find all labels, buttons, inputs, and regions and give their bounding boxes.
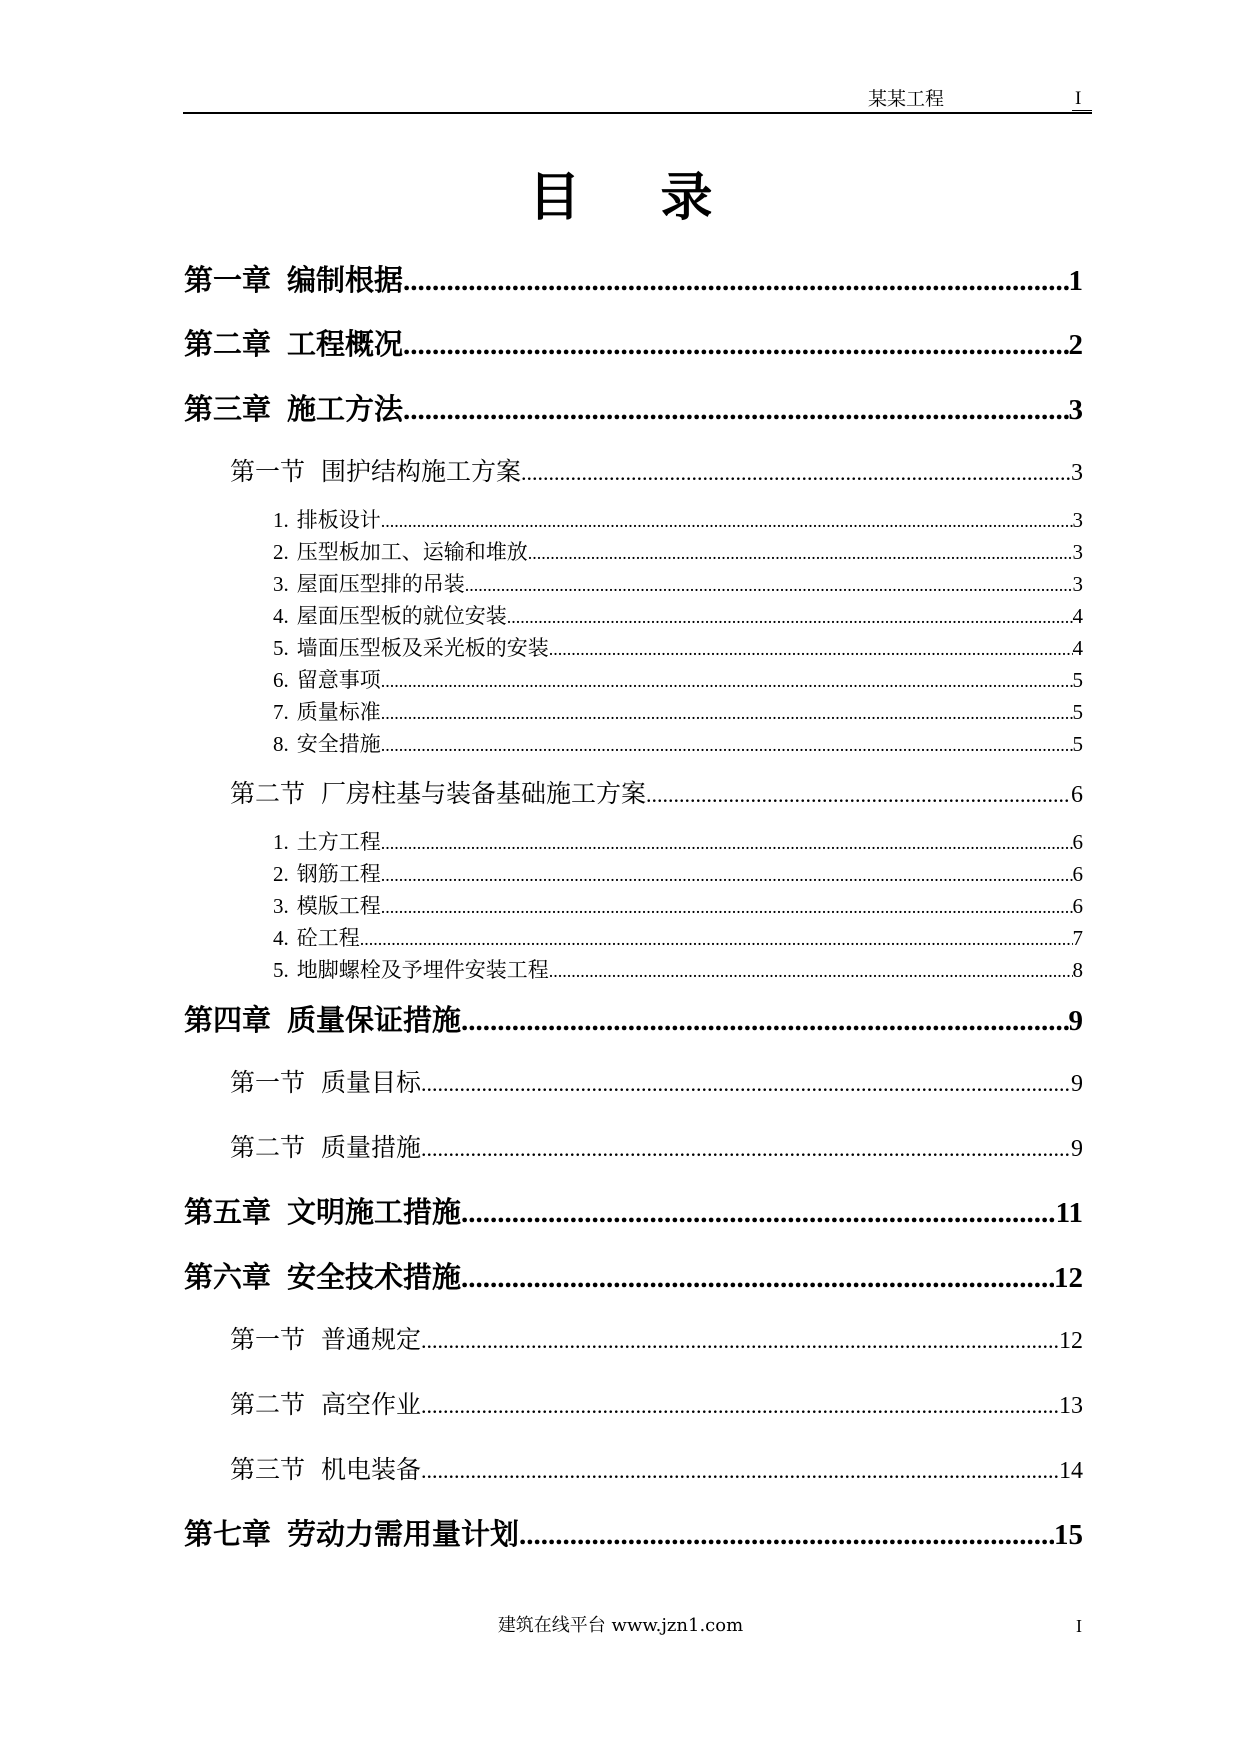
- toc-entry-label: [230, 1131, 421, 1165]
- toc-chapter-ch1[interactable]: [184, 260, 1083, 300]
- toc-entry-prefix: 第一节: [230, 1325, 306, 1354]
- toc-leader-dots: [521, 456, 1071, 489]
- toc-entry-label: [230, 1388, 421, 1422]
- toc-page-number: 4: [1072, 636, 1083, 660]
- toc-entry-prefix: 1.: [273, 508, 289, 532]
- footer-page-number: I: [1076, 1616, 1082, 1636]
- toc-entry-text: 屋面压型排的吊装: [296, 572, 465, 596]
- toc-entry-text: 土方工程: [296, 830, 381, 854]
- toc-entry-text: 质量保证措施: [287, 1003, 462, 1037]
- toc-entry-prefix: 第二节: [230, 1390, 306, 1419]
- toc-entry-label: [273, 892, 381, 920]
- toc-entry-label: [230, 1323, 421, 1357]
- toc-entry-label: [273, 602, 507, 630]
- toc-entry-label: [273, 828, 381, 856]
- toc-entry-text: 质量措施: [321, 1133, 422, 1162]
- toc-leader-dots: [403, 325, 1068, 364]
- toc-entry-label: [184, 260, 403, 300]
- toc-entry-text: 钢筋工程: [296, 862, 381, 886]
- toc-item-ch3s1i3[interactable]: [273, 570, 1083, 598]
- toc-entry-prefix: 第一节: [230, 457, 306, 486]
- toc-leader-dots: [549, 635, 1073, 662]
- toc-leader-dots: [381, 829, 1073, 856]
- toc-page-number: 6: [1072, 894, 1083, 918]
- toc-leader-dots: [507, 603, 1073, 630]
- toc-entry-text: 砼工程: [296, 926, 360, 950]
- toc-entry-prefix: 2.: [273, 862, 289, 886]
- toc-entry-text: 文明施工措施: [287, 1195, 462, 1229]
- toc-page-number: 6: [1072, 862, 1083, 886]
- toc-entry-prefix: 第一章: [184, 263, 272, 297]
- toc-leader-dots: [421, 1067, 1071, 1100]
- toc-entry-text: 厂房柱基与装备基础施工方案: [321, 779, 647, 808]
- toc-leader-dots: [360, 925, 1073, 952]
- toc-chapter-ch2[interactable]: [184, 324, 1083, 364]
- toc-entry-text: 安全技术措施: [287, 1260, 462, 1294]
- toc-entry-text: 质量目标: [321, 1068, 422, 1097]
- toc-entry-prefix: 1.: [273, 830, 289, 854]
- toc-page-number: 3: [1068, 394, 1083, 426]
- toc-item-ch3s1i1[interactable]: [273, 506, 1083, 534]
- toc-leader-dots: [519, 1515, 1054, 1554]
- toc-entry-prefix: 第三节: [230, 1455, 306, 1484]
- toc-leader-dots: [465, 571, 1073, 598]
- toc-entry-text: 压型板加工、运输和堆放: [296, 540, 528, 564]
- toc-entry-text: 机电装备: [321, 1455, 422, 1484]
- toc-item-ch3s2i4[interactable]: [273, 924, 1083, 952]
- toc-chapter-ch4[interactable]: [184, 1000, 1083, 1040]
- toc-page-number: 3: [1072, 572, 1083, 596]
- toc-leader-dots: [421, 1454, 1059, 1487]
- toc-item-ch3s1i6[interactable]: [273, 666, 1083, 694]
- toc-section-ch6s2[interactable]: [230, 1388, 1083, 1422]
- toc-item-ch3s1i4[interactable]: [273, 602, 1083, 630]
- toc-title: 目录: [528, 168, 793, 228]
- toc-item-ch3s2i2[interactable]: [273, 860, 1083, 888]
- toc-entry-text: 围护结构施工方案: [321, 457, 522, 486]
- toc-page-number: 6: [1071, 782, 1083, 808]
- toc-item-ch3s1i7[interactable]: [273, 698, 1083, 726]
- toc-leader-dots: [381, 893, 1073, 920]
- toc-entry-label: [184, 389, 403, 429]
- toc-page-number: 15: [1054, 1519, 1083, 1551]
- toc-entry-label: [273, 634, 549, 662]
- toc-entry-text: 排板设计: [296, 508, 381, 532]
- toc-entry-label: [184, 1000, 461, 1040]
- toc-entry-prefix: 第三章: [184, 392, 272, 426]
- toc-page-number: 7: [1072, 926, 1083, 950]
- toc-page-number: 4: [1072, 604, 1083, 628]
- toc-page-number: 9: [1068, 1005, 1083, 1037]
- toc-entry-label: [273, 666, 381, 694]
- toc-leader-dots: [421, 1132, 1071, 1165]
- toc-section-ch3s2[interactable]: [230, 777, 1083, 811]
- toc-page-number: 9: [1071, 1136, 1083, 1162]
- toc-entry-label: [230, 455, 521, 489]
- toc-leader-dots: [381, 667, 1073, 694]
- toc-entry-label: [273, 924, 360, 952]
- toc-leader-dots: [381, 699, 1073, 726]
- toc-page-number: 1: [1068, 265, 1083, 297]
- toc-leader-dots: [528, 539, 1073, 566]
- toc-entry-prefix: 7.: [273, 700, 289, 724]
- toc-entry-text: 地脚螺栓及予埋件安装工程: [296, 958, 549, 982]
- toc-entry-text: 高空作业: [321, 1390, 422, 1419]
- toc-entry-text: 普通规定: [321, 1325, 422, 1354]
- toc-page-number: 12: [1059, 1328, 1083, 1354]
- toc-entry-label: [273, 860, 381, 888]
- toc-entry-label: [184, 1514, 519, 1554]
- toc-leader-dots: [421, 1324, 1059, 1357]
- toc-entry-prefix: 4.: [273, 926, 289, 950]
- toc-section-ch6s1[interactable]: [230, 1323, 1083, 1357]
- header-page-underline: [1072, 110, 1092, 111]
- toc-entry-prefix: 5.: [273, 636, 289, 660]
- toc-page-number: 11: [1055, 1197, 1083, 1229]
- toc-entry-label: [273, 506, 381, 534]
- toc-section-ch4s1[interactable]: [230, 1066, 1083, 1100]
- toc-entry-text: 编制根据: [287, 263, 404, 297]
- toc-entry-prefix: 第二节: [230, 1133, 306, 1162]
- toc-entry-prefix: 3.: [273, 894, 289, 918]
- toc-entry-prefix: 第六章: [184, 1260, 272, 1294]
- toc-entry-text: 质量标准: [296, 700, 381, 724]
- toc-page-number: 3: [1071, 460, 1083, 486]
- toc-chapter-ch6[interactable]: [184, 1257, 1083, 1297]
- toc-page-number: 5: [1072, 668, 1083, 692]
- toc-entry-label: [273, 730, 381, 758]
- toc-entry-prefix: 8.: [273, 732, 289, 756]
- toc-section-ch3s1[interactable]: [230, 455, 1083, 489]
- toc-page-number: 8: [1072, 958, 1083, 982]
- toc-entry-label: [230, 1453, 421, 1487]
- toc-entry-text: 施工方法: [287, 392, 404, 426]
- footer-text: 建筑在线平台 www.jzn1.com: [497, 1615, 744, 1636]
- toc-entry-label: [230, 777, 646, 811]
- toc-page-number: 6: [1072, 830, 1083, 854]
- toc-entry-prefix: 6.: [273, 668, 289, 692]
- toc-item-ch3s1i2[interactable]: [273, 538, 1083, 566]
- toc-leader-dots: [381, 731, 1073, 758]
- toc-leader-dots: [461, 1258, 1054, 1297]
- toc-entry-prefix: 4.: [273, 604, 289, 628]
- toc-entry-label: [184, 1192, 461, 1232]
- toc-chapter-ch5[interactable]: [184, 1192, 1083, 1232]
- toc-leader-dots: [549, 957, 1073, 984]
- toc-leader-dots: [381, 861, 1073, 888]
- toc-item-ch3s2i1[interactable]: [273, 828, 1083, 856]
- toc-leader-dots: [461, 1001, 1068, 1040]
- toc-page-number: 14: [1059, 1458, 1083, 1484]
- toc-chapter-ch3[interactable]: [184, 389, 1083, 429]
- toc-item-ch3s1i5[interactable]: [273, 634, 1083, 662]
- header-rule: [183, 112, 1092, 114]
- toc-leader-dots: [461, 1193, 1056, 1232]
- toc-entry-prefix: 第一节: [230, 1068, 306, 1097]
- toc-page-number: 12: [1054, 1262, 1083, 1294]
- header-page-number: I: [1075, 88, 1082, 109]
- toc-section-ch4s2[interactable]: [230, 1131, 1083, 1165]
- toc-entry-prefix: 3.: [273, 572, 289, 596]
- toc-entry-label: [184, 1257, 461, 1297]
- toc-entry-prefix: 第七章: [184, 1517, 272, 1551]
- toc-item-ch3s1i8[interactable]: [273, 730, 1083, 758]
- toc-entry-prefix: 第四章: [184, 1003, 272, 1037]
- toc-entry-text: 工程概况: [287, 327, 404, 361]
- toc-page-number: 3: [1072, 540, 1083, 564]
- toc-entry-label: [184, 324, 403, 364]
- toc-entry-prefix: 2.: [273, 540, 289, 564]
- toc-entry-text: 墙面压型板及采光板的安装: [296, 636, 549, 660]
- toc-section-ch6s3[interactable]: [230, 1453, 1083, 1487]
- toc-entry-label: [273, 956, 549, 984]
- toc-chapter-ch7[interactable]: [184, 1514, 1083, 1554]
- toc-entry-label: [273, 698, 381, 726]
- toc-entry-label: [273, 538, 528, 566]
- toc-entry-text: 留意事项: [296, 668, 381, 692]
- toc-item-ch3s2i3[interactable]: [273, 892, 1083, 920]
- toc-page-number: 5: [1072, 700, 1083, 724]
- toc-page-number: 13: [1059, 1393, 1083, 1419]
- toc-entry-label: [230, 1066, 421, 1100]
- toc-entry-prefix: 第二章: [184, 327, 272, 361]
- toc-page-number: 3: [1072, 508, 1083, 532]
- toc-page-number: 9: [1071, 1071, 1083, 1097]
- toc-leader-dots: [381, 507, 1073, 534]
- toc-entry-prefix: 第二节: [230, 779, 306, 808]
- toc-entry-prefix: 第五章: [184, 1195, 272, 1229]
- toc-leader-dots: [403, 390, 1068, 429]
- toc-item-ch3s2i5[interactable]: [273, 956, 1083, 984]
- header-title: 某某工程: [867, 88, 944, 110]
- toc-leader-dots: [421, 1389, 1059, 1422]
- toc-entry-text: 安全措施: [296, 732, 381, 756]
- toc-entry-text: 劳动力需用量计划: [287, 1517, 520, 1551]
- toc-page-number: 2: [1068, 329, 1083, 361]
- toc-entry-text: 屋面压型板的就位安装: [296, 604, 507, 628]
- toc-page-number: 5: [1072, 732, 1083, 756]
- toc-entry-text: 模版工程: [296, 894, 381, 918]
- toc-entry-label: [273, 570, 465, 598]
- toc-leader-dots: [403, 261, 1068, 300]
- toc-entry-prefix: 5.: [273, 958, 289, 982]
- toc-leader-dots: [646, 778, 1071, 811]
